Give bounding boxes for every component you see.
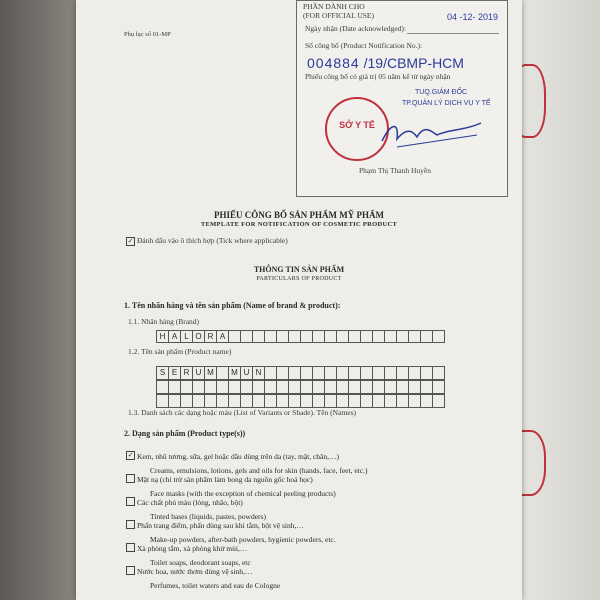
product-letter-cell — [433, 381, 444, 393]
brand-letter-cell — [349, 331, 361, 342]
brand-letter-cell — [253, 331, 265, 342]
product-letter-cell: E — [169, 367, 181, 379]
title-vi: PHIẾU CÔNG BỐ SẢN PHẨM MỸ PHẨM — [214, 210, 384, 220]
signature — [377, 113, 487, 153]
product-letter-cell — [349, 395, 361, 407]
background-left — [0, 0, 80, 600]
product-type-item — [126, 561, 280, 590]
product-type-checkbox[interactable] — [126, 520, 135, 529]
official-header: PHẦN DÀNH CHO — [303, 2, 365, 11]
product-letter-cell — [241, 395, 253, 407]
official-use-box — [296, 0, 508, 197]
product-type-checkbox[interactable] — [126, 543, 135, 552]
brand-letter-cell — [301, 331, 313, 342]
product-type-vi: Phấn trang điểm, phấn dùng sau khi tắm, bột vệ sinh,… — [137, 521, 304, 530]
product-letter-cell — [337, 381, 349, 393]
product-letter-cell — [157, 381, 169, 393]
product-letter-cell — [397, 381, 409, 393]
product-letter-cell — [421, 381, 433, 393]
product-letter-cell — [265, 367, 277, 379]
product-letter-cell — [373, 381, 385, 393]
product-letter-cell — [265, 381, 277, 393]
received-label: Ngày nhận (Date acknowledged): — [305, 24, 407, 33]
product-letter-cell: S — [157, 367, 169, 379]
received-line — [407, 33, 499, 34]
form-code: Phụ lục số 01-MP — [124, 31, 171, 38]
product-letter-cell — [217, 367, 229, 379]
product-letter-cell — [193, 381, 205, 393]
brand-letter-cell — [421, 331, 433, 342]
brand-letter-cell — [313, 331, 325, 342]
product-letter-cell — [265, 395, 277, 407]
product-letter-cell — [337, 395, 349, 407]
sign-title: TUQ.GIÁM ĐỐC — [415, 89, 468, 96]
product-letter-cell: M — [229, 367, 241, 379]
product-letter-cell — [325, 367, 337, 379]
product-name-label: 1.2. Tên sản phẩm (Product name) — [128, 347, 232, 356]
product-letter-cell: N — [253, 367, 265, 379]
product-type-checkbox[interactable] — [126, 474, 135, 483]
product-letter-cell: U — [241, 367, 253, 379]
brand-letter-cell — [325, 331, 337, 342]
product-letter-cell: R — [181, 367, 193, 379]
product-letter-cell — [301, 395, 313, 407]
product-letter-cell — [409, 381, 421, 393]
product-letter-cell — [301, 367, 313, 379]
brand-letter-cell — [373, 331, 385, 342]
product-letter-cell — [253, 381, 265, 393]
product-letter-cell — [421, 395, 433, 407]
product-letter-cell — [397, 395, 409, 407]
brand-letter-cell: A — [169, 331, 181, 342]
product-letter-cell — [385, 367, 397, 379]
product-letter-cell — [289, 367, 301, 379]
product-type-checkbox[interactable] — [126, 497, 135, 506]
brand-letter-cell: O — [193, 331, 205, 342]
section-2-heading: 2. Dạng sản phẩm (Product type(s)) — [124, 429, 246, 438]
brand-letter-cell: H — [157, 331, 169, 342]
product-letter-cell — [289, 395, 301, 407]
product-letter-cell — [385, 381, 397, 393]
product-letter-cell — [313, 395, 325, 407]
product-letter-cell — [181, 381, 193, 393]
product-type-en: Perfumes, toilet waters and eau de Cologne — [150, 581, 281, 590]
tick-note-checkbox: ✓ — [127, 237, 134, 245]
product-name-grid-row2 — [156, 380, 445, 394]
notification-number-suffix: /19/CBMP-HCM — [363, 55, 464, 71]
brand-letter-cell — [289, 331, 301, 342]
product-type-en: Toilet soaps, deodorant soaps, etc — [150, 558, 251, 567]
document-page — [76, 0, 522, 600]
product-letter-cell — [421, 367, 433, 379]
stamp-center-text: SỞ Y TẾ — [339, 120, 375, 130]
section-title-en: PARTICULARS OF PRODUCT — [256, 276, 342, 282]
product-letter-cell — [349, 367, 361, 379]
product-type-checkbox[interactable]: ✓ — [127, 450, 134, 459]
product-name-grid — [156, 366, 445, 380]
brand-label: 1.1. Nhãn hàng (Brand) — [128, 317, 200, 326]
section-title-vi: THÔNG TIN SẢN PHẨM — [253, 265, 345, 274]
product-type-en: Tinted bases (liquids, pastes, powders) — [150, 512, 266, 521]
product-letter-cell — [181, 395, 193, 407]
brand-letter-cell — [229, 331, 241, 342]
product-type-en: Make-up powders, after-bath powders, hygienic powders, etc. — [150, 535, 336, 544]
brand-letter-cell — [385, 331, 397, 342]
product-letter-cell — [301, 381, 313, 393]
validity-note: Phiếu công bố có giá trị 05 năm kể từ ngày nhận — [305, 72, 451, 81]
product-letter-cell — [157, 395, 169, 407]
variants-label: 1.3. Danh sách các dạng hoặc màu (List of Variants or Shade). Tên (Names) — [128, 408, 356, 417]
brand-letter-cell — [277, 331, 289, 342]
brand-grid — [156, 330, 445, 343]
product-letter-cell — [229, 381, 241, 393]
number-label: Số công bố (Product Notification No.): — [305, 41, 423, 50]
product-letter-cell — [361, 367, 373, 379]
product-letter-cell — [373, 395, 385, 407]
product-letter-cell — [433, 395, 444, 407]
title-en: TEMPLATE FOR NOTIFICATION OF COSMETIC PRODUCT — [200, 221, 398, 228]
product-letter-cell — [337, 367, 349, 379]
brand-letter-cell: L — [181, 331, 193, 342]
product-type-vi: Nước hoa, nước thơm dùng vệ sinh,… — [137, 567, 253, 576]
official-header-en: (FOR OFFICIAL USE) — [303, 11, 374, 20]
product-letter-cell — [193, 395, 205, 407]
brand-letter-cell: R — [205, 331, 217, 342]
sign-title-2: TP.QUẢN LÝ DỊCH VỤ Y TẾ — [402, 100, 491, 107]
product-letter-cell — [241, 381, 253, 393]
product-letter-cell — [433, 367, 444, 379]
product-letter-cell — [409, 367, 421, 379]
product-letter-cell — [385, 395, 397, 407]
product-name-grid-row3 — [156, 394, 445, 408]
product-letter-cell — [217, 395, 229, 407]
notification-number — [307, 56, 464, 70]
brand-letter-cell — [361, 331, 373, 342]
notification-number-digits: 004884 — [307, 55, 360, 71]
product-letter-cell: U — [193, 367, 205, 379]
brand-letter-cell — [265, 331, 277, 342]
product-type-vi: Mặt nạ (chỉ trừ sản phẩm làm bong da nguồn gốc hoá học) — [137, 475, 313, 484]
product-letter-cell — [253, 395, 265, 407]
product-letter-cell — [205, 395, 217, 407]
product-letter-cell — [169, 395, 181, 407]
product-letter-cell — [169, 381, 181, 393]
product-type-vi: Các chất phủ màu (lỏng, nhão, bột) — [137, 498, 243, 507]
product-letter-cell — [409, 395, 421, 407]
product-letter-cell — [397, 367, 409, 379]
product-letter-cell — [349, 381, 361, 393]
product-letter-cell — [373, 367, 385, 379]
product-letter-cell — [217, 381, 229, 393]
tick-note — [126, 237, 288, 246]
product-letter-cell — [205, 381, 217, 393]
brand-letter-cell — [397, 331, 409, 342]
brand-letter-cell — [241, 331, 253, 342]
product-letter-cell: M — [205, 367, 217, 379]
product-type-vi: Xà phòng tắm, xà phòng khử mùi,… — [137, 544, 248, 553]
brand-letter-cell — [337, 331, 349, 342]
product-letter-cell — [313, 367, 325, 379]
product-letter-cell — [289, 381, 301, 393]
product-letter-cell — [277, 381, 289, 393]
product-letter-cell — [325, 395, 337, 407]
product-type-vi: Kem, nhũ tương, sữa, gel hoặc dầu dùng trên da (tay, mặt, chân,…) — [137, 452, 339, 461]
product-letter-cell — [325, 381, 337, 393]
tick-note-text: Đánh dấu vào ô thích hợp (Tick where applicable) — [137, 236, 288, 246]
product-letter-cell — [361, 395, 373, 407]
product-letter-cell — [277, 367, 289, 379]
product-letter-cell — [229, 395, 241, 407]
product-type-en: Face masks (with the exception of chemical peeling products) — [150, 489, 336, 498]
section-1-heading: 1. Tên nhãn hàng và tên sản phẩm (Name of brand & product): — [124, 301, 341, 310]
product-type-en: Creams, emulsions, lotions, gels and oils for skin (hands, face, feet, etc.) — [150, 466, 368, 475]
received-date: 04 -12- 2019 — [447, 12, 499, 22]
product-type-checkbox[interactable] — [126, 566, 135, 575]
product-letter-cell — [313, 381, 325, 393]
product-letter-cell — [277, 395, 289, 407]
signer-name: Phạm Thị Thanh Huyền — [359, 166, 432, 175]
brand-letter-cell — [409, 331, 421, 342]
brand-letter-cell — [433, 331, 444, 342]
product-letter-cell — [361, 381, 373, 393]
brand-letter-cell: A — [217, 331, 229, 342]
